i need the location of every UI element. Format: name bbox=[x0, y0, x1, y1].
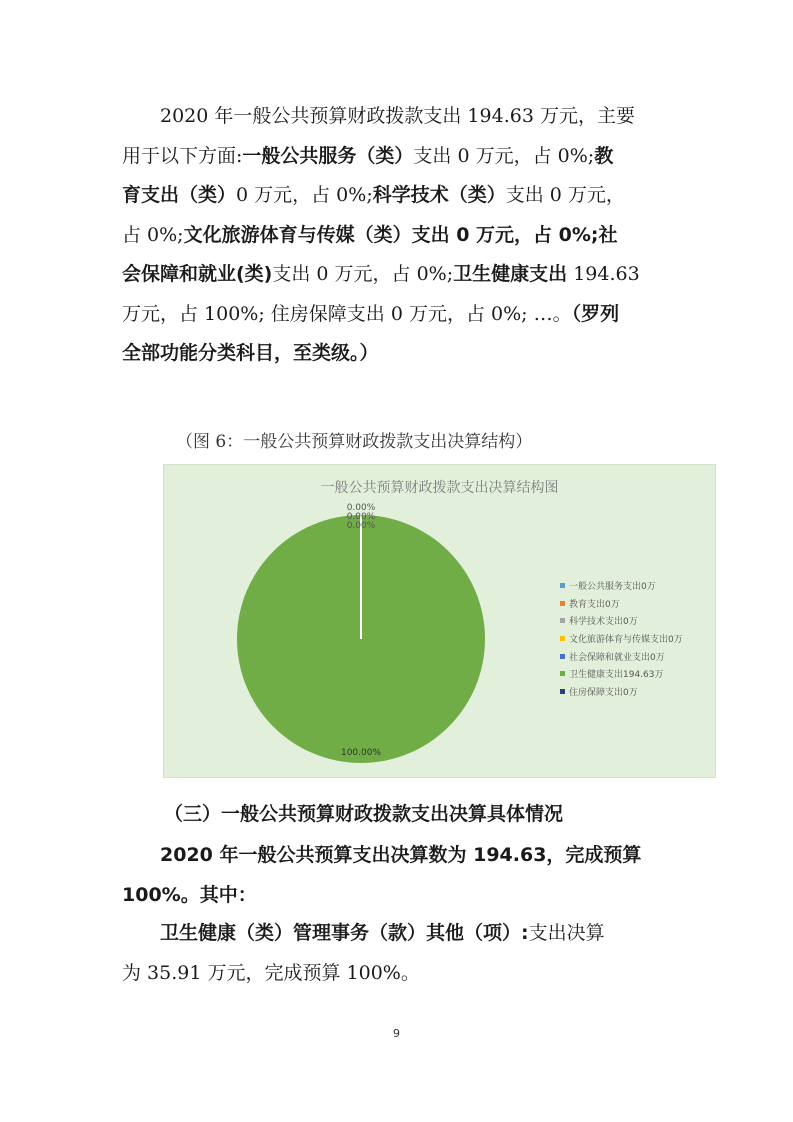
legend-label: 教育支出0万 bbox=[569, 599, 620, 610]
legend-entry bbox=[560, 665, 683, 683]
legend-entry bbox=[560, 577, 683, 595]
text-line: 2020 年一般公共预算财政拨款支出 194.63 万元，主要 bbox=[160, 105, 635, 127]
legend-label: 科学技术支出0万 bbox=[569, 617, 638, 628]
data-label: 0.00% bbox=[346, 521, 376, 531]
legend-label: 卫生健康支出194.63万 bbox=[569, 670, 664, 681]
text-line: 万元，占 100%; 住房保障支出 0 万元，占 0%; …。（罗列 bbox=[122, 302, 620, 325]
text-line: 会保障和就业(类)支出 0 万元，占 0%;卫生健康支出 194.63 bbox=[122, 263, 640, 285]
legend-entry bbox=[560, 612, 683, 630]
text-line: 全部功能分类科目，至类级。） bbox=[122, 342, 379, 364]
figure-caption: （图 6：一般公共预算财政拨款支出决算结构） bbox=[176, 432, 533, 452]
section-heading: （三）一般公共预算财政拨款支出决算具体情况 bbox=[164, 803, 564, 825]
pie-chart bbox=[163, 464, 716, 778]
data-label: 100.00% bbox=[340, 748, 382, 758]
summary-paragraph bbox=[122, 836, 672, 915]
data-label: 0.00% bbox=[346, 503, 376, 513]
legend-swatch bbox=[560, 689, 565, 694]
legend-entry bbox=[560, 683, 683, 701]
legend-entry bbox=[560, 595, 683, 613]
legend-label: 住房保障支出0万 bbox=[569, 687, 638, 698]
legend-swatch bbox=[560, 636, 565, 641]
legend-swatch bbox=[560, 618, 565, 623]
page-number: 9 bbox=[393, 1027, 400, 1040]
text-line: 占 0%;文化旅游体育与传媒（类）支出 0 万元，占 0%;社 bbox=[122, 223, 618, 246]
text-line: 为 35.91 万元，完成预算 100%。 bbox=[122, 961, 420, 984]
text-line: 100%。其中： bbox=[122, 883, 257, 906]
legend-label: 社会保障和就业支出0万 bbox=[569, 652, 665, 663]
legend-entry bbox=[560, 630, 683, 648]
text-line: 用于以下方面:一般公共服务（类）支出 0 万元，占 0%;教 bbox=[122, 144, 614, 167]
chart-title: 一般公共预算财政拨款支出决算结构图 bbox=[320, 480, 559, 496]
text-line: 育支出（类）0 万元，占 0%;科学技术（类）支出 0 万元， bbox=[122, 184, 625, 206]
legend-swatch bbox=[560, 671, 565, 676]
legend-swatch bbox=[560, 654, 565, 659]
text-line: 卫生健康（类）管理事务（款）其他（项）:支出决算 bbox=[160, 922, 605, 944]
data-label: 0.00% bbox=[346, 512, 376, 522]
legend-label: 一般公共服务支出0万 bbox=[569, 582, 656, 593]
text-line: 2020 年一般公共预算支出决算数为 194.63，完成预算 bbox=[160, 844, 642, 866]
intro-paragraph bbox=[122, 97, 672, 374]
legend-swatch bbox=[560, 601, 565, 606]
chart-legend bbox=[560, 577, 683, 700]
detail-paragraph bbox=[122, 914, 672, 993]
legend-label: 文化旅游体育与传媒支出0万 bbox=[569, 635, 683, 646]
legend-swatch bbox=[560, 583, 565, 588]
legend-entry bbox=[560, 647, 683, 665]
